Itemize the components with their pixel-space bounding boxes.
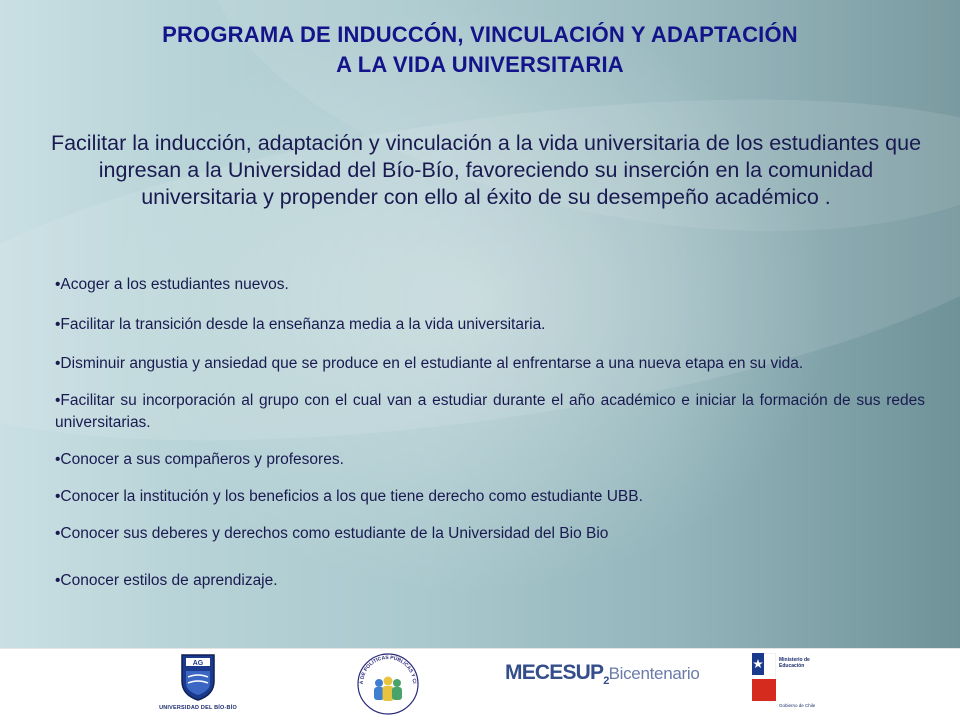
logo-footer <box>0 648 960 721</box>
mecesup-sub: 2 <box>603 675 609 688</box>
list-item: •Conocer la institución y los beneficios a los que tiene derecho como estudiante UBB. <box>55 488 643 505</box>
page-title <box>0 20 960 80</box>
list-item: •Facilitar su incorporación al grupo con el cual van a estudiar durante el año académico e iniciar la formación de sus redes universitarias. <box>55 392 925 431</box>
list-item: •Acoger a los estudiantes nuevos. <box>55 276 289 293</box>
intro-paragraph: Facilitar la inducción, adaptación y vinculación a la vida universitaria de los estudiantes que ingresan a la Universidad del Bío-Bío, favoreciendo su inserción en la comunidad universitaria y propender con ello al éxito de su desempeño académico . <box>50 131 922 209</box>
mineduc-name: Ministerio de Educación <box>779 657 810 669</box>
objectives-list <box>55 274 925 592</box>
list-item: •Facilitar la transición desde la enseñanza media a la vida universitaria. <box>55 316 546 333</box>
ubb-shield-text: AG <box>192 660 204 667</box>
people-circle-icon <box>355 651 421 717</box>
list-item: •Conocer a sus compañeros y profesores. <box>55 451 344 468</box>
ubb-logo <box>158 653 238 717</box>
ubb-shield-icon <box>180 653 216 701</box>
programa-name: A DE POLÍTICAS PÚBLICAS Y CI <box>358 654 418 685</box>
gobierno-name: Gobierno de Chile <box>779 703 816 708</box>
chile-flag-icon <box>752 653 776 701</box>
bicentenario-text: Bicentenario <box>608 664 700 683</box>
mineduc-logo <box>752 653 822 717</box>
mecesup-name: MECESUP <box>505 661 604 684</box>
mecesup-logo <box>505 659 700 705</box>
title-line-2: A LA VIDA UNIVERSITARIA <box>336 52 624 77</box>
list-item: •Conocer sus deberes y derechos como estudiante de la Universidad del Bio Bio <box>55 525 609 542</box>
list-item: •Conocer estilos de aprendizaje. <box>55 572 278 589</box>
programa-politicas-logo <box>355 651 421 717</box>
ubb-name: UNIVERSIDAD DEL BÍO-BÍO <box>159 705 237 711</box>
list-item: •Disminuir angustia y ansiedad que se produce en el estudiante al enfrentarse a una nueva etapa en su vida. <box>55 355 804 372</box>
title-line-1: PROGRAMA DE INDUCCÓN, VINCULACIÓN Y ADAPTACIÓN <box>162 22 798 47</box>
